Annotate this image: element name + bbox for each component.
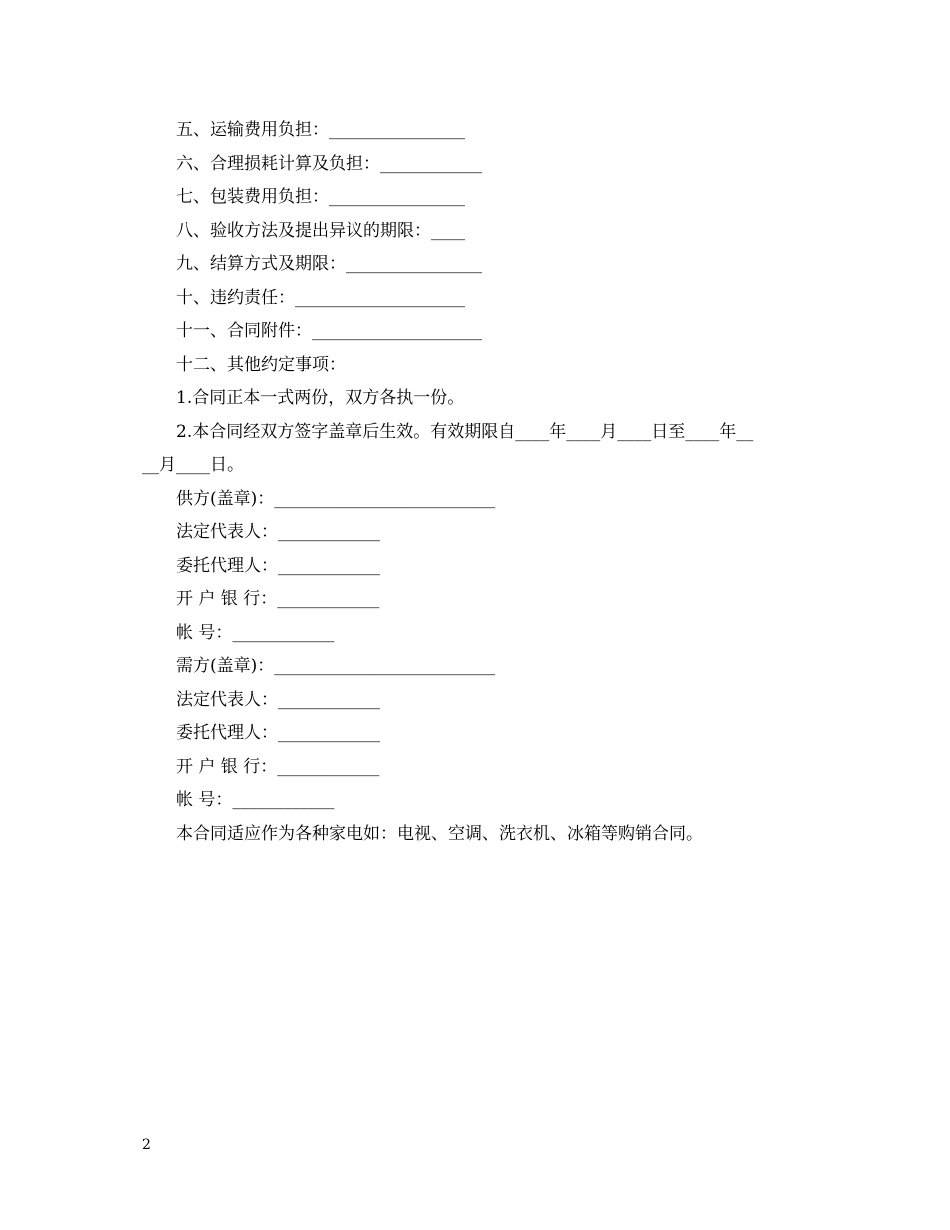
supplier-legal-representative: 法定代表人：____________ [176,522,380,542]
clause-transport-cost: 五、运输费用负担：________________ [176,120,465,140]
buyer-seal: 需方(盖章)：__________________________ [176,656,496,676]
supplier-account: 帐 号：____________ [176,622,335,643]
buyer-bank: 开 户 银 行：____________ [176,756,380,777]
clause-loss-calculation: 六、合理损耗计算及负担：____________ [176,153,482,174]
clause-packaging-cost: 七、包装费用负担：________________ [176,187,465,207]
term-validity: 2.本合同经双方签字盖章后生效。有效期限自____年____月____日至____年__ [176,421,754,442]
clause-settlement: 九、结算方式及期限：________________ [176,254,482,274]
supplier-seal: 供方(盖章)：__________________________ [176,488,496,509]
clause-attachments: 十一、合同附件：____________________ [176,321,482,341]
applicability-note: 本合同适应作为各种家电如：电视、空调、洗衣机、冰箱等购销合同。 [176,823,703,844]
contract-body [142,114,822,851]
supplier-agent: 委托代理人：____________ [176,555,380,576]
page-number: 2 [142,1137,151,1153]
buyer-agent: 委托代理人：____________ [176,723,380,743]
clause-breach-liability: 十、违约责任：____________________ [176,287,465,308]
clause-other-matters: 十二、其他约定事项： [176,354,346,375]
term-copies: 1.合同正本一式两份，双方各执一份。 [176,388,465,408]
buyer-account: 帐 号：____________ [176,790,335,810]
supplier-bank: 开 户 银 行：____________ [176,589,380,609]
buyer-legal-representative: 法定代表人：____________ [176,689,380,710]
term-validity-continued: __月____日。 [142,455,244,475]
clause-acceptance-method: 八、验收方法及提出异议的期限：____ [176,220,465,241]
